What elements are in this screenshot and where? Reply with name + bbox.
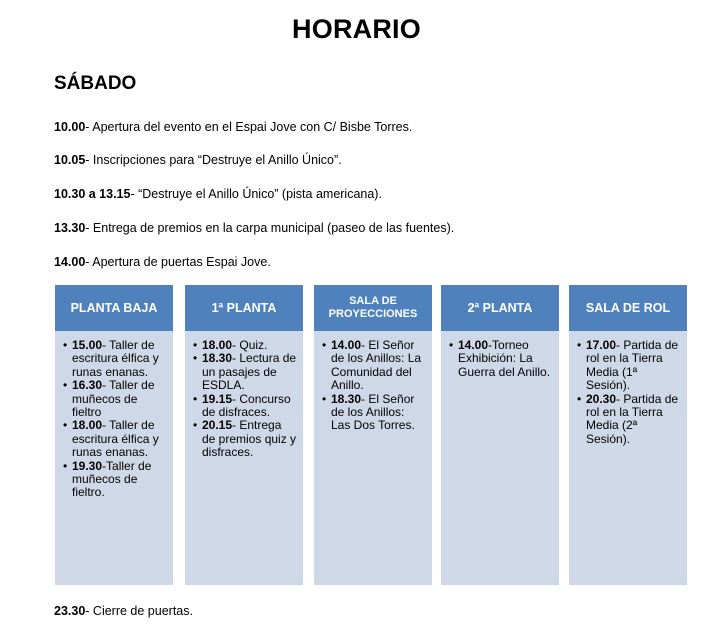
item-time: 15.00 [72,338,103,352]
item-text: - Lectura de un pasajes de ESDLA. [202,351,297,393]
item-time: 18.30 [331,391,362,406]
item-text: - El Señor de los Anillos: La Comunidad del Anillo. [331,338,422,393]
column-header: SALA DE PROYECCIONES [314,285,432,331]
column-body [185,331,303,585]
item-time: 18.30 [202,351,233,366]
item-time: 16.30 [72,378,103,393]
column-header: 1ª PLANTA [185,285,303,331]
schedule-time: 13.30 [54,221,86,235]
schedule-text: - Entrega de premios en la carpa municipal (paseo de las fuentes). [85,221,455,235]
schedule-line [54,221,454,235]
item-text: - Partida de rol en la Tierra Media (1ª Sesión). [586,338,679,393]
schedule-line [54,153,342,167]
schedule-time: 10.05 [54,153,86,167]
schedule-text: - Apertura de puertas Espai Jove. [85,255,271,269]
item-time: 19.15 [202,391,233,406]
schedule-text: - “Destruye el Anillo Único” (pista americana). [130,187,382,201]
schedule-line [54,187,382,201]
closing-text: - Cierre de puertas. [85,604,193,618]
column-body [55,331,173,585]
rooms-table [55,285,679,585]
item-time: 14.00 [458,338,489,352]
day-heading: SÁBADO [54,73,137,94]
schedule-time: 10.30 a 13.15 [54,187,131,201]
item-time: 18.00 [72,418,103,433]
list-item: • 18.30- El Señor de los Anillos: Las Dos Torres. [322,391,415,433]
item-text: - Taller de escritura élfica y runas enanas. [72,418,159,460]
list-item: • 18.00- Taller de escritura élfica y runas enanas. [63,418,159,460]
column-sala-rol [569,285,687,585]
list-item: • 17.00- Partida de rol en la Tierra Media (1ª Sesión). [577,338,679,393]
schedule-text: - Inscripciones para “Destruye el Anillo Único”. [85,153,342,167]
list-item: • 20.30- Partida de rol en la Tierra Media (2ª Sesión). [577,391,679,446]
item-text: - Quiz. [232,338,268,352]
schedule-line [54,120,412,134]
item-text: - Entrega de premios quiz y disfraces. [202,418,297,460]
item-time: 19.30 [72,458,103,473]
list-item: • 18.30- Lectura de un pasajes de ESDLA. [193,351,297,393]
schedule-text: - Apertura del evento en el Espai Jove con C/ Bisbe Torres. [85,120,413,134]
column-planta-baja [55,285,173,585]
column-header: 2ª PLANTA [441,285,559,331]
list-item: • 16.30- Taller de muñecos de fieltro [63,378,155,420]
page-title: HORARIO [292,14,421,44]
item-time: 20.30 [586,391,617,406]
closing-time: 23.30 [54,604,86,618]
item-text: - Partida de rol en la Tierra Media (2ª Sesión). [586,391,679,446]
schedule-time: 10.00 [54,120,86,134]
column-header: PLANTA BAJA [55,285,173,331]
list-item: • 19.15- Concurso de disfraces. [193,391,291,420]
schedule-time: 14.00 [54,255,86,269]
list-item: • 14.00- El Señor de los Anillos: La Comunidad del Anillo. [322,338,422,393]
item-text: -Torneo Exhibición: La Guerra del Anillo. [458,338,551,379]
list-item: • 19.30-Taller de muñecos de fieltro. [63,458,152,500]
column-body [569,331,687,585]
item-time: 18.00 [202,338,233,352]
item-time: 14.00 [331,338,362,352]
item-text: - Taller de escritura élfica y runas enanas. [72,338,159,379]
column-primera-planta [185,285,303,585]
item-time: 20.15 [202,418,233,433]
column-sala-proyecciones [314,285,432,585]
closing-line [54,604,193,618]
item-text: - Taller de muñecos de fieltro [72,378,155,420]
list-item: • 14.00-Torneo Exhibición: La Guerra del Anillo. [449,338,551,379]
column-header: SALA DE ROL [569,285,687,331]
item-text: -Taller de muñecos de fieltro. [72,458,152,500]
item-text: - El Señor de los Anillos: Las Dos Torres. [331,391,415,433]
list-item: • 20.15- Entrega de premios quiz y disfraces. [193,418,297,460]
schedule-line [54,255,271,269]
column-segunda-planta [441,285,559,585]
column-body [441,331,559,585]
column-body [314,331,432,585]
list-item: • 18.00- Quiz. [193,338,268,352]
list-item: • 15.00- Taller de escritura élfica y runas enanas. [63,338,159,379]
item-time: 17.00 [586,338,617,352]
item-text: - Concurso de disfraces. [202,391,291,420]
